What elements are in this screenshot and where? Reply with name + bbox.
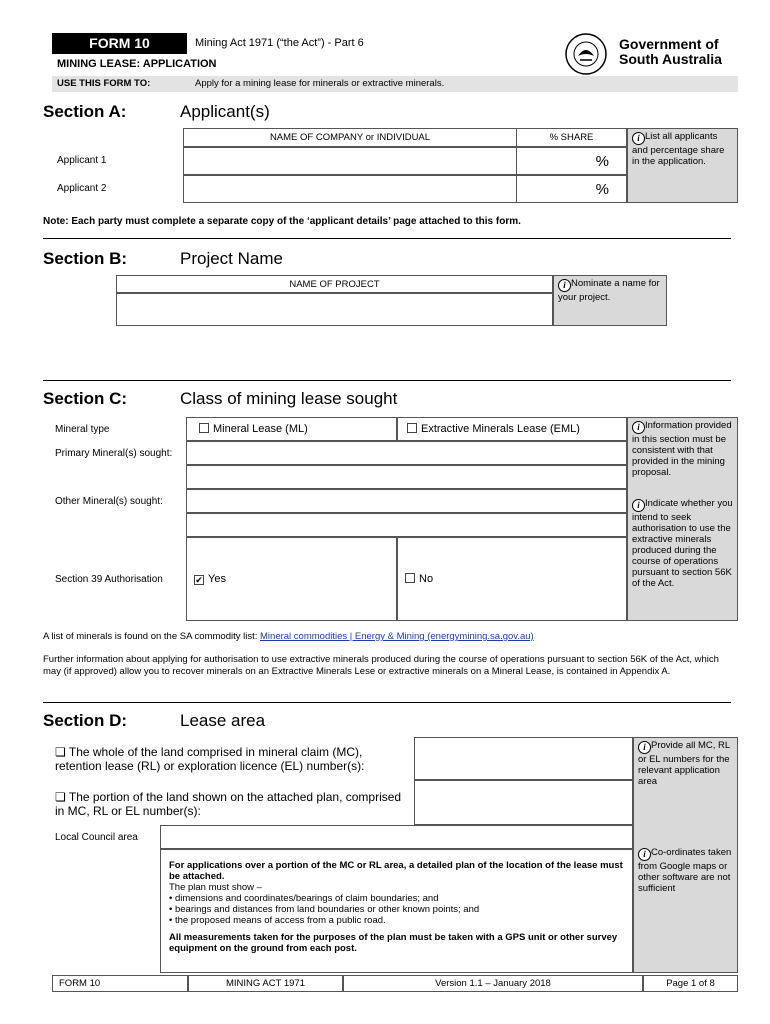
footer-act: MINING ACT 1971 — [188, 975, 343, 992]
mineral-type-label: Mineral type — [55, 424, 110, 435]
footer-form: FORM 10 — [52, 975, 188, 992]
section-b-label: Section B: — [43, 249, 128, 268]
government-logo — [562, 32, 614, 76]
project-name-input[interactable] — [116, 293, 553, 326]
ml-label: Mineral Lease (ML) — [213, 423, 308, 435]
applicant-1-label: Applicant 1 — [57, 155, 107, 166]
section-a-info — [627, 128, 738, 203]
s39-no-option[interactable] — [397, 537, 627, 621]
section-d-label: Section D: — [43, 711, 128, 730]
yes-checkbox[interactable]: ✔ — [195, 575, 203, 585]
no-checkbox[interactable] — [405, 573, 415, 583]
council-label: Local Council area — [55, 832, 138, 843]
whole-land-input[interactable] — [414, 737, 633, 780]
plan-item: • bearings and distances from land boundaries or other known points; and — [169, 904, 480, 915]
form-subtitle: MINING LEASE: APPLICATION — [57, 58, 217, 70]
gov-line-1: Government of — [619, 36, 719, 52]
project-name-header — [116, 275, 553, 293]
plan-item: • dimensions and coordinates/bearings of claim boundaries; and — [169, 893, 439, 904]
col-name-label: NAME OF COMPANY or INDIVIDUAL — [269, 132, 431, 143]
applicant-name-header — [183, 128, 517, 147]
primary-mineral-input-2[interactable] — [186, 465, 627, 489]
section-b-info-text: Nominate a name for your project. — [558, 278, 660, 303]
primary-mineral-label: Primary Mineral(s) sought: — [55, 448, 173, 459]
section-divider — [43, 702, 731, 703]
form-label: FORM 10 — [89, 35, 150, 51]
ml-checkbox[interactable] — [199, 423, 209, 433]
project-col-label: NAME OF PROJECT — [289, 279, 380, 290]
use-label: USE THIS FORM TO: — [57, 78, 151, 89]
section-d-info-text-2: Co-ordinates taken from Google maps or other software are not sufficient — [638, 847, 732, 894]
info-icon: i — [558, 279, 571, 292]
form-label-box — [52, 33, 187, 53]
gov-line-2: South Australia — [619, 51, 722, 67]
applicant-2-share-input[interactable] — [516, 175, 627, 203]
whole-land-option[interactable]: ❏ The whole of the land comprised in mineral claim (MC), retention lease (RL) or exploration licence (EL) number(s): — [55, 745, 365, 773]
yes-label: Yes — [208, 573, 226, 585]
pct-symbol: % — [595, 153, 609, 170]
header-divider — [52, 53, 187, 54]
footer-page: Page 1 of 8 — [643, 975, 738, 992]
mineral-commodities-link[interactable]: Mineral commodities | Energy & Mining (energymining.sa.gov.au) — [260, 631, 534, 642]
extractive-lease-option[interactable] — [397, 417, 627, 441]
plan-requirements — [160, 849, 633, 973]
other-mineral-label: Other Mineral(s) sought: — [55, 496, 163, 507]
info-icon: i — [638, 741, 651, 754]
no-label: No — [419, 573, 434, 585]
section-a-note: Note: Each party must complete a separate copy of the ‘applicant details’ page attached to this form. — [43, 216, 521, 227]
section-d-info — [633, 737, 738, 973]
applicant-1-share-input[interactable] — [516, 147, 627, 175]
footer-version: Version 1.1 – January 2018 — [343, 975, 643, 992]
section-divider — [43, 238, 731, 239]
portion-land-input[interactable] — [414, 780, 633, 825]
applicant-share-header — [516, 128, 627, 147]
section-d-info-text-1: Provide all MC, RL or EL numbers for the relevant application area — [638, 740, 730, 787]
pct-symbol: % — [595, 181, 609, 198]
mineral-lease-option[interactable] — [186, 417, 397, 441]
section-39-label: Section 39 Authorisation — [55, 574, 163, 585]
plan-intro: The plan must show – — [169, 882, 262, 893]
other-mineral-input-2[interactable] — [186, 513, 627, 537]
section-a-info-text: List all applicants and percentage share in the application. — [632, 131, 725, 167]
info-icon: i — [632, 132, 645, 145]
col-share-label: % SHARE — [549, 132, 594, 143]
info-icon: i — [632, 421, 645, 434]
council-input[interactable] — [160, 825, 633, 849]
section-c-info — [627, 417, 738, 621]
applicant-1-name-input[interactable] — [183, 147, 517, 175]
other-mineral-input-1[interactable] — [186, 489, 627, 513]
info-icon: i — [632, 499, 645, 512]
s39-yes-option[interactable] — [186, 537, 397, 621]
section-d-title: Lease area — [180, 711, 266, 730]
section-c-info-text-1: Information provided in this section must be consistent with that provided in the mining proposal. — [632, 420, 732, 478]
government-wordmark — [619, 37, 722, 67]
use-bar — [52, 76, 738, 92]
act-title: Mining Act 1971 (“the Act”) - Part 6 — [195, 37, 364, 49]
gps-note: All measurements taken for the purposes of the plan must be taken with a GPS unit or other survey equipment on the ground from each post. — [169, 932, 618, 954]
mineral-list-note — [43, 631, 534, 642]
applicant-2-label: Applicant 2 — [57, 183, 107, 194]
section-a-title: Applicant(s) — [180, 102, 270, 121]
applicant-2-name-input[interactable] — [183, 175, 517, 203]
section-b-title: Project Name — [180, 249, 283, 268]
primary-mineral-input-1[interactable] — [186, 441, 627, 465]
section-c-title: Class of mining lease sought — [180, 389, 398, 408]
plan-bold-text: For applications over a portion of the MC or RL area, a detailed plan of the location of the lease must be attached. — [169, 860, 623, 882]
section-b-info — [553, 275, 667, 326]
section-c-info-text-2: Indicate whether you intend to seek authorisation to use the extractive minerals produced during the course of operations pursuant to section 56K of the Act. — [632, 498, 733, 589]
section-a-label: Section A: — [43, 102, 127, 121]
section-divider — [43, 380, 731, 381]
mineral-list-text: A list of minerals is found on the SA commodity list: — [43, 631, 261, 642]
plan-item: • the proposed means of access from a public road. — [169, 915, 386, 926]
further-info: Further information about applying for authorisation to use extractive minerals produced during the course of operations pursuant to section 56K of the Act, which may (if approved) allow you to recover minerals on an Extractive Minerals Lese or extractive minerals on a Mineral Lease, is contained in Appendix A. — [43, 654, 719, 677]
use-text: Apply for a mining lease for minerals or extractive minerals. — [195, 78, 445, 89]
eml-label: Extractive Minerals Lease (EML) — [421, 423, 580, 435]
portion-land-option[interactable]: ❏ The portion of the land shown on the attached plan, comprised in MC, RL or EL number(s): — [55, 790, 402, 818]
info-icon: i — [638, 848, 651, 861]
eml-checkbox[interactable] — [407, 423, 417, 433]
section-c-label: Section C: — [43, 389, 128, 408]
